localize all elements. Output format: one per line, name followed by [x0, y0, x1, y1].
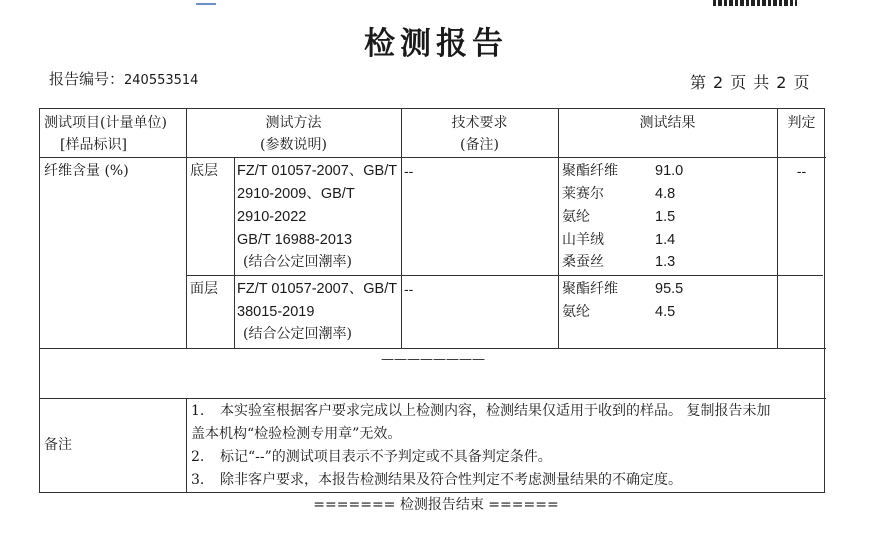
end-of-report-note: ======= 检测报告结束 ====== — [313, 497, 559, 513]
col-divider — [777, 109, 778, 348]
fiber-name: 氨纶 — [562, 304, 590, 320]
remark-text: 标记“--”的测试项目表示不予判定或不具备判定条件。 — [220, 449, 552, 465]
col-divider — [558, 109, 559, 348]
fiber-value: 91.0 — [655, 163, 684, 179]
method-line: FZ/T 01057-2007、GB/T — [237, 163, 398, 179]
method-line: 2910-2009、GB/T — [237, 186, 355, 202]
requirement-value: -- — [404, 163, 414, 179]
header-item-sub: [样品标识] — [60, 137, 127, 153]
header-result: 测试结果 — [639, 115, 696, 131]
report-number-label: 报告编号： — [49, 70, 125, 88]
method-line: 38015-2019 — [237, 304, 315, 320]
layer-name: 底层 — [190, 163, 218, 179]
fiber-name: 氨纶 — [562, 209, 590, 225]
method-line: 2910-2022 — [237, 209, 307, 225]
layer-name: 面层 — [190, 281, 218, 297]
report-number-value: 240553514 — [124, 73, 199, 88]
header-requirement: 技术要求 — [451, 115, 508, 131]
fiber-value: 95.5 — [655, 281, 684, 297]
col-divider — [234, 157, 235, 348]
remark-text: 本实验室根据客户要求完成以上检测内容，检测结果仅适用于收到的样品。 复制报告未加 — [220, 403, 771, 419]
page-indicator — [690, 70, 811, 93]
document-title: 检测报告 — [364, 26, 508, 62]
logo-mark — [196, 0, 216, 5]
barcode-strip — [713, 0, 797, 6]
header-item: 测试项目(计量单位) — [44, 115, 167, 131]
remark-text: 除非客户要求，本报告检测结果及符合性判定不考虑测量结果的不确定度。 — [220, 472, 682, 488]
fiber-value: 4.5 — [655, 304, 676, 320]
header-requirement-sub: (备注) — [460, 137, 499, 153]
fiber-value: 4.8 — [655, 186, 676, 202]
item-name: 纤维含量 (%) — [44, 163, 129, 179]
header-method-sub: (参数说明) — [260, 137, 327, 153]
fiber-value: 1.5 — [655, 209, 676, 225]
method-line: GB/T 16988-2013 — [237, 232, 353, 248]
row-divider — [186, 275, 823, 276]
report-number — [49, 68, 198, 89]
method-note: (结合公定回潮率) — [243, 326, 352, 342]
requirement-value: -- — [404, 281, 414, 297]
row-divider — [40, 398, 826, 399]
remark-number: 2. — [191, 449, 205, 465]
col-divider — [186, 398, 187, 493]
results-table — [39, 108, 825, 493]
fiber-value: 1.3 — [655, 254, 676, 270]
row-divider — [40, 157, 826, 158]
page-middle: 页 共 — [730, 73, 771, 92]
header-judgement: 判定 — [787, 115, 816, 131]
remark-text-continued: 盖本机构“检验检测专用章”无效。 — [191, 426, 402, 442]
remark-number: 1. — [191, 403, 205, 419]
page-prefix: 第 — [690, 73, 708, 92]
remark-number: 3. — [191, 472, 205, 488]
remarks-label: 备注 — [44, 437, 72, 453]
page-total: 2 — [776, 73, 788, 92]
page-suffix: 页 — [793, 73, 811, 92]
judgement-value: -- — [796, 163, 807, 179]
header-method: 测试方法 — [265, 115, 322, 131]
fiber-value: 1.4 — [655, 232, 676, 248]
fiber-name: 聚酯纤维 — [562, 163, 618, 179]
page-current: 2 — [713, 73, 725, 92]
method-note: (结合公定回潮率) — [243, 254, 352, 270]
fiber-name: 桑蚕丝 — [562, 254, 604, 270]
fiber-name: 莱赛尔 — [562, 186, 604, 202]
empty-row-separator: ———————— — [381, 352, 485, 367]
fiber-name: 山羊绒 — [562, 232, 604, 248]
method-line: FZ/T 01057-2007、GB/T — [237, 281, 398, 297]
fiber-name: 聚酯纤维 — [562, 281, 618, 297]
